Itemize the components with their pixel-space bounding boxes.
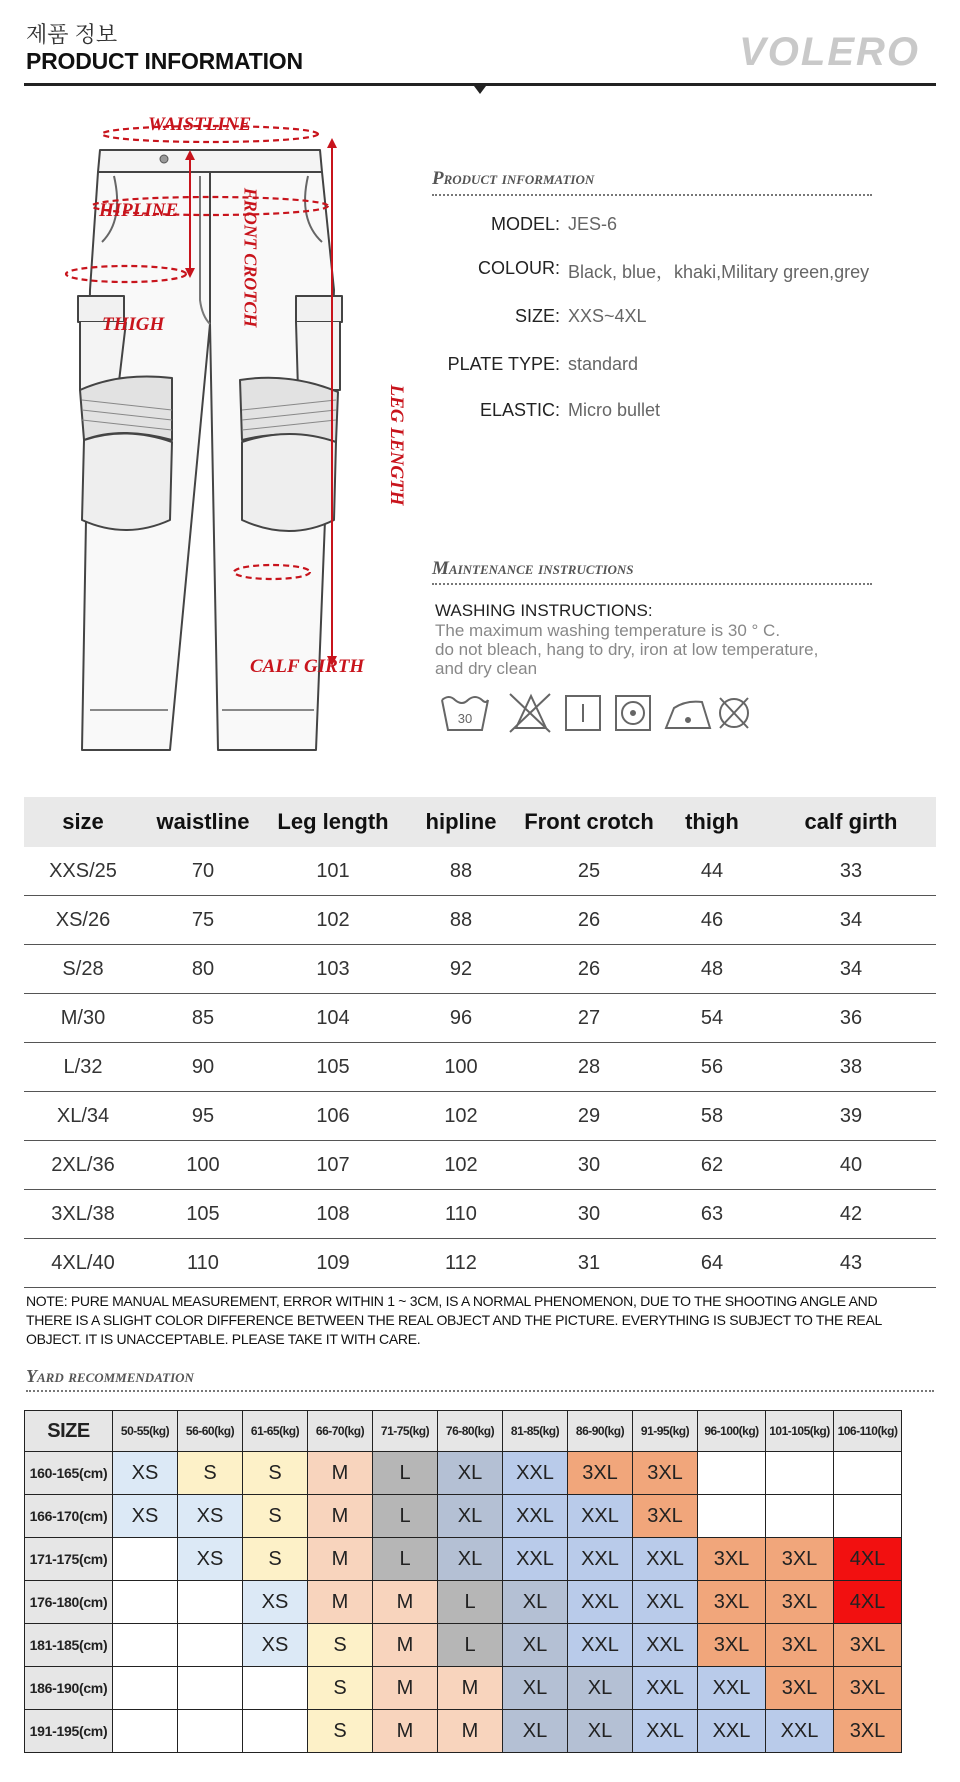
yard-size-cell: S xyxy=(243,1495,308,1538)
yard-size-cell: XS xyxy=(113,1495,178,1538)
yard-size-cell: 3XL xyxy=(698,1538,766,1581)
yard-size-cell: M xyxy=(308,1581,373,1624)
table-cell: 40 xyxy=(839,1153,863,1176)
yard-size-cell: XXL xyxy=(503,1452,568,1495)
yard-size-cell: XXL xyxy=(766,1710,834,1753)
spec-value: Micro bullet xyxy=(568,400,661,420)
yard-size-cell: M xyxy=(438,1710,503,1753)
yard-size-cell: S xyxy=(308,1710,373,1753)
size-table-header-cell: Front crotch xyxy=(524,809,654,834)
table-cell: 54 xyxy=(700,1006,724,1029)
table-cell: 106 xyxy=(316,1104,350,1127)
yard-weight-header: 106-110(kg) xyxy=(834,1411,902,1452)
table-cell: 48 xyxy=(700,957,724,980)
table-cell: 46 xyxy=(700,908,724,931)
table-cell: 112 xyxy=(445,1251,477,1274)
care-icons xyxy=(440,690,750,739)
table-cell: 33 xyxy=(839,859,863,882)
table-cell: 38 xyxy=(839,1055,863,1078)
yard-size-cell: XXL xyxy=(698,1667,766,1710)
yard-size-cell: XS xyxy=(113,1452,178,1495)
yard-size-cell: XXL xyxy=(568,1624,633,1667)
size-table-header xyxy=(24,797,936,847)
table-cell: 80 xyxy=(191,957,215,980)
table-cell: 110 xyxy=(187,1251,219,1274)
yard-size-cell: 3XL xyxy=(766,1581,834,1624)
table-cell: 26 xyxy=(577,908,601,931)
spec-label: PLATE TYPE: xyxy=(447,354,560,374)
yard-row xyxy=(25,1624,902,1667)
yard-row xyxy=(25,1452,902,1495)
table-row xyxy=(24,945,936,994)
table-cell: 56 xyxy=(700,1055,724,1078)
table-row xyxy=(24,847,936,896)
yard-size-cell: M xyxy=(308,1495,373,1538)
washing-title: WASHING INSTRUCTIONS: xyxy=(435,601,653,620)
yard-height-header: 186-190(cm) xyxy=(25,1667,113,1710)
table-row xyxy=(24,1043,936,1092)
yard-height-header: 160-165(cm) xyxy=(25,1452,113,1495)
size-table-header-cell: waistline xyxy=(156,809,250,834)
table-cell: 64 xyxy=(700,1251,724,1274)
yard-size-cell xyxy=(113,1624,178,1667)
yard-height-header: 166-170(cm) xyxy=(25,1495,113,1538)
yard-row xyxy=(25,1667,902,1710)
brand-logo: VOLERO xyxy=(739,30,920,74)
spec-row-size xyxy=(420,306,940,330)
yard-size-cell xyxy=(178,1667,243,1710)
yard-weight-header: 91-95(kg) xyxy=(633,1411,698,1452)
yard-size-cell xyxy=(113,1667,178,1710)
spec-label: ELASTIC: xyxy=(479,400,560,420)
yard-divider xyxy=(26,1390,934,1392)
maintenance-title: Maintenance instructions xyxy=(432,558,634,579)
table-cell: 85 xyxy=(191,1006,215,1029)
yard-weight-header: 71-75(kg) xyxy=(373,1411,438,1452)
page-title: PRODUCT INFORMATION xyxy=(26,48,303,74)
table-cell: 29 xyxy=(577,1104,601,1127)
table-row xyxy=(24,994,936,1043)
yard-header-row xyxy=(25,1411,902,1452)
yard-size-cell: L xyxy=(438,1581,503,1624)
table-cell: 109 xyxy=(316,1251,350,1274)
yard-size-cell: XS xyxy=(243,1624,308,1667)
table-cell: 44 xyxy=(700,859,724,882)
no-bleach-icon xyxy=(510,694,550,732)
table-cell: 105 xyxy=(316,1055,350,1078)
yard-size-cell: M xyxy=(373,1667,438,1710)
dry-clean-icon xyxy=(720,698,748,728)
yard-row xyxy=(25,1710,902,1753)
size-table xyxy=(24,797,936,1288)
yard-weight-header: 76-80(kg) xyxy=(438,1411,503,1452)
yard-size-cell: XXL xyxy=(568,1581,633,1624)
yard-size-cell xyxy=(243,1667,308,1710)
yard-size-cell: 3XL xyxy=(633,1495,698,1538)
spec-row-colour xyxy=(420,258,940,282)
yard-size-cell: 3XL xyxy=(633,1452,698,1495)
yard-weight-header: 86-90(kg) xyxy=(568,1411,633,1452)
korean-title: 제품 정보 xyxy=(26,22,118,47)
yard-size-cell xyxy=(113,1710,178,1753)
yard-size-cell: XS xyxy=(243,1581,308,1624)
table-cell: 34 xyxy=(839,957,863,980)
table-cell: 88 xyxy=(449,859,473,882)
yard-height-header: 181-185(cm) xyxy=(25,1624,113,1667)
spec-value: XXS~4XL xyxy=(568,306,647,326)
hang-dry-icon xyxy=(566,696,600,730)
yard-size-cell: XS xyxy=(178,1495,243,1538)
yard-size-cell: L xyxy=(373,1538,438,1581)
yard-size-cell: XS xyxy=(178,1538,243,1581)
yard-size-cell: M xyxy=(373,1624,438,1667)
yard-size-cell: M xyxy=(308,1538,373,1581)
yard-size-cell: 3XL xyxy=(766,1538,834,1581)
table-cell: XXS/25 xyxy=(49,859,117,882)
yard-size-cell xyxy=(766,1452,834,1495)
size-table-header-cell: Leg length xyxy=(277,809,389,834)
table-cell: 3XL/38 xyxy=(51,1202,115,1225)
yard-weight-header: 56-60(kg) xyxy=(178,1411,243,1452)
table-cell: S/28 xyxy=(62,957,104,980)
table-cell: 108 xyxy=(316,1202,350,1225)
wash-30-icon xyxy=(442,697,488,730)
spec-row-elastic xyxy=(420,400,940,424)
yard-size-cell xyxy=(698,1452,766,1495)
yard-size-cell: S xyxy=(243,1538,308,1581)
yard-size-cell xyxy=(113,1581,178,1624)
table-cell: 62 xyxy=(700,1153,724,1176)
yard-size-cell: M xyxy=(308,1452,373,1495)
yard-size-cell: XXL xyxy=(568,1495,633,1538)
yard-size-cell xyxy=(243,1710,308,1753)
table-cell: 101 xyxy=(316,859,350,882)
table-cell: 27 xyxy=(577,1006,601,1029)
yard-size-cell xyxy=(113,1538,178,1581)
svg-text:30: 30 xyxy=(457,711,473,726)
table-cell: 102 xyxy=(444,1104,478,1127)
tumble-dry-icon xyxy=(616,696,650,730)
table-cell: 96 xyxy=(449,1006,473,1029)
yard-size-cell: XL xyxy=(503,1667,568,1710)
washing-line-3: and dry clean xyxy=(435,659,538,678)
spec-label: COLOUR: xyxy=(477,258,560,278)
table-cell: 70 xyxy=(191,859,215,882)
label-hipline: HIPLINE xyxy=(99,200,179,221)
yard-size-cell: S xyxy=(308,1667,373,1710)
yard-size-cell: 3XL xyxy=(766,1624,834,1667)
yard-size-cell xyxy=(178,1581,243,1624)
table-row xyxy=(24,1141,936,1190)
spec-label: MODEL: xyxy=(490,214,560,234)
measurement-note: NOTE: PURE MANUAL MEASUREMENT, ERROR WITHIN 1 ~ 3CM, IS A NORMAL PHENOMENON, DUE TO THE SHOOTING ANGLE AND THERE IS A SLIGHT COLOR DIFFERENCE BETWEEN THE REAL OBJECT AND THE PICTURE. EVERYTHING IS SUBJECT TO THE REAL OBJECT. IT IS UNACCEPTABLE. PLEASE TAKE IT WITH CARE. xyxy=(26,1293,882,1347)
yard-size-cell: 3XL xyxy=(834,1624,902,1667)
yard-row xyxy=(25,1581,902,1624)
yard-size-cell: XL xyxy=(503,1624,568,1667)
yard-weight-header: 61-65(kg) xyxy=(243,1411,308,1452)
yard-height-header: 191-195(cm) xyxy=(25,1710,113,1753)
yard-size-cell: XL xyxy=(568,1710,633,1753)
table-cell: 95 xyxy=(191,1104,215,1127)
table-cell: 43 xyxy=(839,1251,863,1274)
yard-height-header: 176-180(cm) xyxy=(25,1581,113,1624)
yard-size-cell xyxy=(178,1624,243,1667)
spec-value: Black, blue，khaki,Military green,grey xyxy=(568,262,870,282)
care-icons-strip xyxy=(440,690,750,734)
iron-low-icon xyxy=(666,702,710,728)
table-cell: 100 xyxy=(444,1055,478,1078)
table-cell: 31 xyxy=(577,1251,601,1274)
yard-size-cell xyxy=(766,1495,834,1538)
size-table-header-cell: hipline xyxy=(425,809,497,834)
yard-size-cell: M xyxy=(373,1581,438,1624)
yard-size-cell: L xyxy=(373,1452,438,1495)
spec-label: SIZE: xyxy=(514,306,560,326)
yard-size-cell: XXL xyxy=(633,1581,698,1624)
table-row xyxy=(24,896,936,945)
yard-size-cell: XL xyxy=(503,1581,568,1624)
yard-size-cell xyxy=(698,1495,766,1538)
yard-size-cell: XXL xyxy=(633,1538,698,1581)
yard-size-cell: XL xyxy=(438,1538,503,1581)
size-table-header-cell: thigh xyxy=(685,809,739,834)
yard-size-cell: XL xyxy=(438,1452,503,1495)
table-cell: 39 xyxy=(839,1104,863,1127)
table-cell: 4XL/40 xyxy=(51,1251,115,1274)
yard-size-cell: S xyxy=(178,1452,243,1495)
yard-size-cell: XL xyxy=(438,1495,503,1538)
yard-size-cell: M xyxy=(438,1667,503,1710)
yard-size-cell xyxy=(834,1495,902,1538)
yard-weight-header: 66-70(kg) xyxy=(308,1411,373,1452)
table-cell: 103 xyxy=(316,957,350,980)
yard-size-cell: 3XL xyxy=(698,1581,766,1624)
yard-size-cell: XXL xyxy=(633,1624,698,1667)
yard-size-cell: 3XL xyxy=(568,1452,633,1495)
yard-size-cell: L xyxy=(438,1624,503,1667)
yard-title: Yard recommendation xyxy=(26,1366,194,1386)
label-front-crotch: FRONT CROTCH xyxy=(240,187,261,328)
yard-size-cell: 3XL xyxy=(834,1710,902,1753)
table-cell: 110 xyxy=(445,1202,477,1225)
table-cell: 30 xyxy=(577,1153,601,1176)
table-cell: 92 xyxy=(449,957,473,980)
yard-size-cell: S xyxy=(243,1452,308,1495)
size-table-header-cell: size xyxy=(62,809,104,834)
table-cell: 102 xyxy=(316,908,350,931)
table-row xyxy=(24,1190,936,1239)
table-cell: 88 xyxy=(449,908,473,931)
yard-size-cell: 4XL xyxy=(834,1581,902,1624)
yard-size-cell: XXL xyxy=(698,1710,766,1753)
size-table-body xyxy=(24,847,936,1288)
washing-line-1: The maximum washing temperature is 30 ° C. xyxy=(435,621,781,640)
table-cell: 26 xyxy=(577,957,601,980)
label-calf-girth: CALF GIRTH xyxy=(250,656,365,677)
table-cell: 104 xyxy=(316,1006,350,1029)
yard-size-cell: 4XL xyxy=(834,1538,902,1581)
yard-height-header: 171-175(cm) xyxy=(25,1538,113,1581)
product-info-title: Product information xyxy=(432,168,595,189)
spec-value: JES-6 xyxy=(568,214,618,234)
yard-size-cell: 3XL xyxy=(766,1667,834,1710)
table-cell: 102 xyxy=(444,1153,478,1176)
table-cell: XS/26 xyxy=(55,908,111,931)
yard-size-cell: XXL xyxy=(568,1538,633,1581)
table-cell: 107 xyxy=(316,1153,350,1176)
yard-size-cell: XL xyxy=(568,1667,633,1710)
spec-row-model xyxy=(420,214,940,238)
spec-value: standard xyxy=(568,354,639,374)
table-cell: 30 xyxy=(577,1202,601,1225)
table-cell: 28 xyxy=(577,1055,601,1078)
yard-row xyxy=(25,1538,902,1581)
label-waistline: WAISTLINE xyxy=(148,114,252,135)
table-cell: 42 xyxy=(839,1202,863,1225)
header-divider-pointer xyxy=(474,86,486,94)
yard-size-cell: 3XL xyxy=(698,1624,766,1667)
table-cell: 2XL/36 xyxy=(51,1153,115,1176)
table-cell: L/32 xyxy=(63,1055,103,1078)
table-cell: 90 xyxy=(191,1055,215,1078)
yard-size-cell: XXL xyxy=(633,1667,698,1710)
yard-weight-header: 50-55(kg) xyxy=(113,1411,178,1452)
table-cell: XL/34 xyxy=(56,1104,110,1127)
product-info-divider xyxy=(432,194,872,196)
label-thigh: THIGH xyxy=(102,314,165,335)
table-cell: 58 xyxy=(700,1104,724,1127)
size-table-header-cell: calf girth xyxy=(804,809,898,834)
table-cell: 105 xyxy=(186,1202,220,1225)
yard-weight-header: 101-105(kg) xyxy=(766,1411,834,1452)
table-row xyxy=(24,1092,936,1141)
table-row xyxy=(24,1239,936,1288)
table-cell: 75 xyxy=(191,908,215,931)
yard-row xyxy=(25,1495,902,1538)
spec-row-plate-type xyxy=(420,354,940,378)
yard-size-cell: 3XL xyxy=(834,1667,902,1710)
label-leg-length: LEG LENGTH xyxy=(386,384,407,506)
yard-size-cell: XXL xyxy=(503,1495,568,1538)
maintenance-divider xyxy=(432,583,872,585)
yard-corner-cell: SIZE xyxy=(25,1411,113,1452)
table-cell: 25 xyxy=(577,859,601,882)
yard-size-cell: XXL xyxy=(633,1710,698,1753)
yard-weight-header: 96-100(kg) xyxy=(698,1411,766,1452)
yard-recommendation-table xyxy=(24,1410,902,1753)
yard-size-cell xyxy=(834,1452,902,1495)
table-cell: 63 xyxy=(700,1202,724,1225)
yard-weight-header: 81-85(kg) xyxy=(503,1411,568,1452)
table-cell: M/30 xyxy=(60,1006,106,1029)
yard-size-cell: XXL xyxy=(503,1538,568,1581)
washing-line-2: do not bleach, hang to dry, iron at low temperature, xyxy=(435,640,819,659)
table-cell: 36 xyxy=(839,1006,863,1029)
yard-size-cell: M xyxy=(373,1710,438,1753)
yard-size-cell: L xyxy=(373,1495,438,1538)
table-cell: 34 xyxy=(839,908,863,931)
yard-size-cell xyxy=(178,1710,243,1753)
yard-size-cell: XL xyxy=(503,1710,568,1753)
table-cell: 100 xyxy=(186,1153,220,1176)
yard-size-cell: S xyxy=(308,1624,373,1667)
